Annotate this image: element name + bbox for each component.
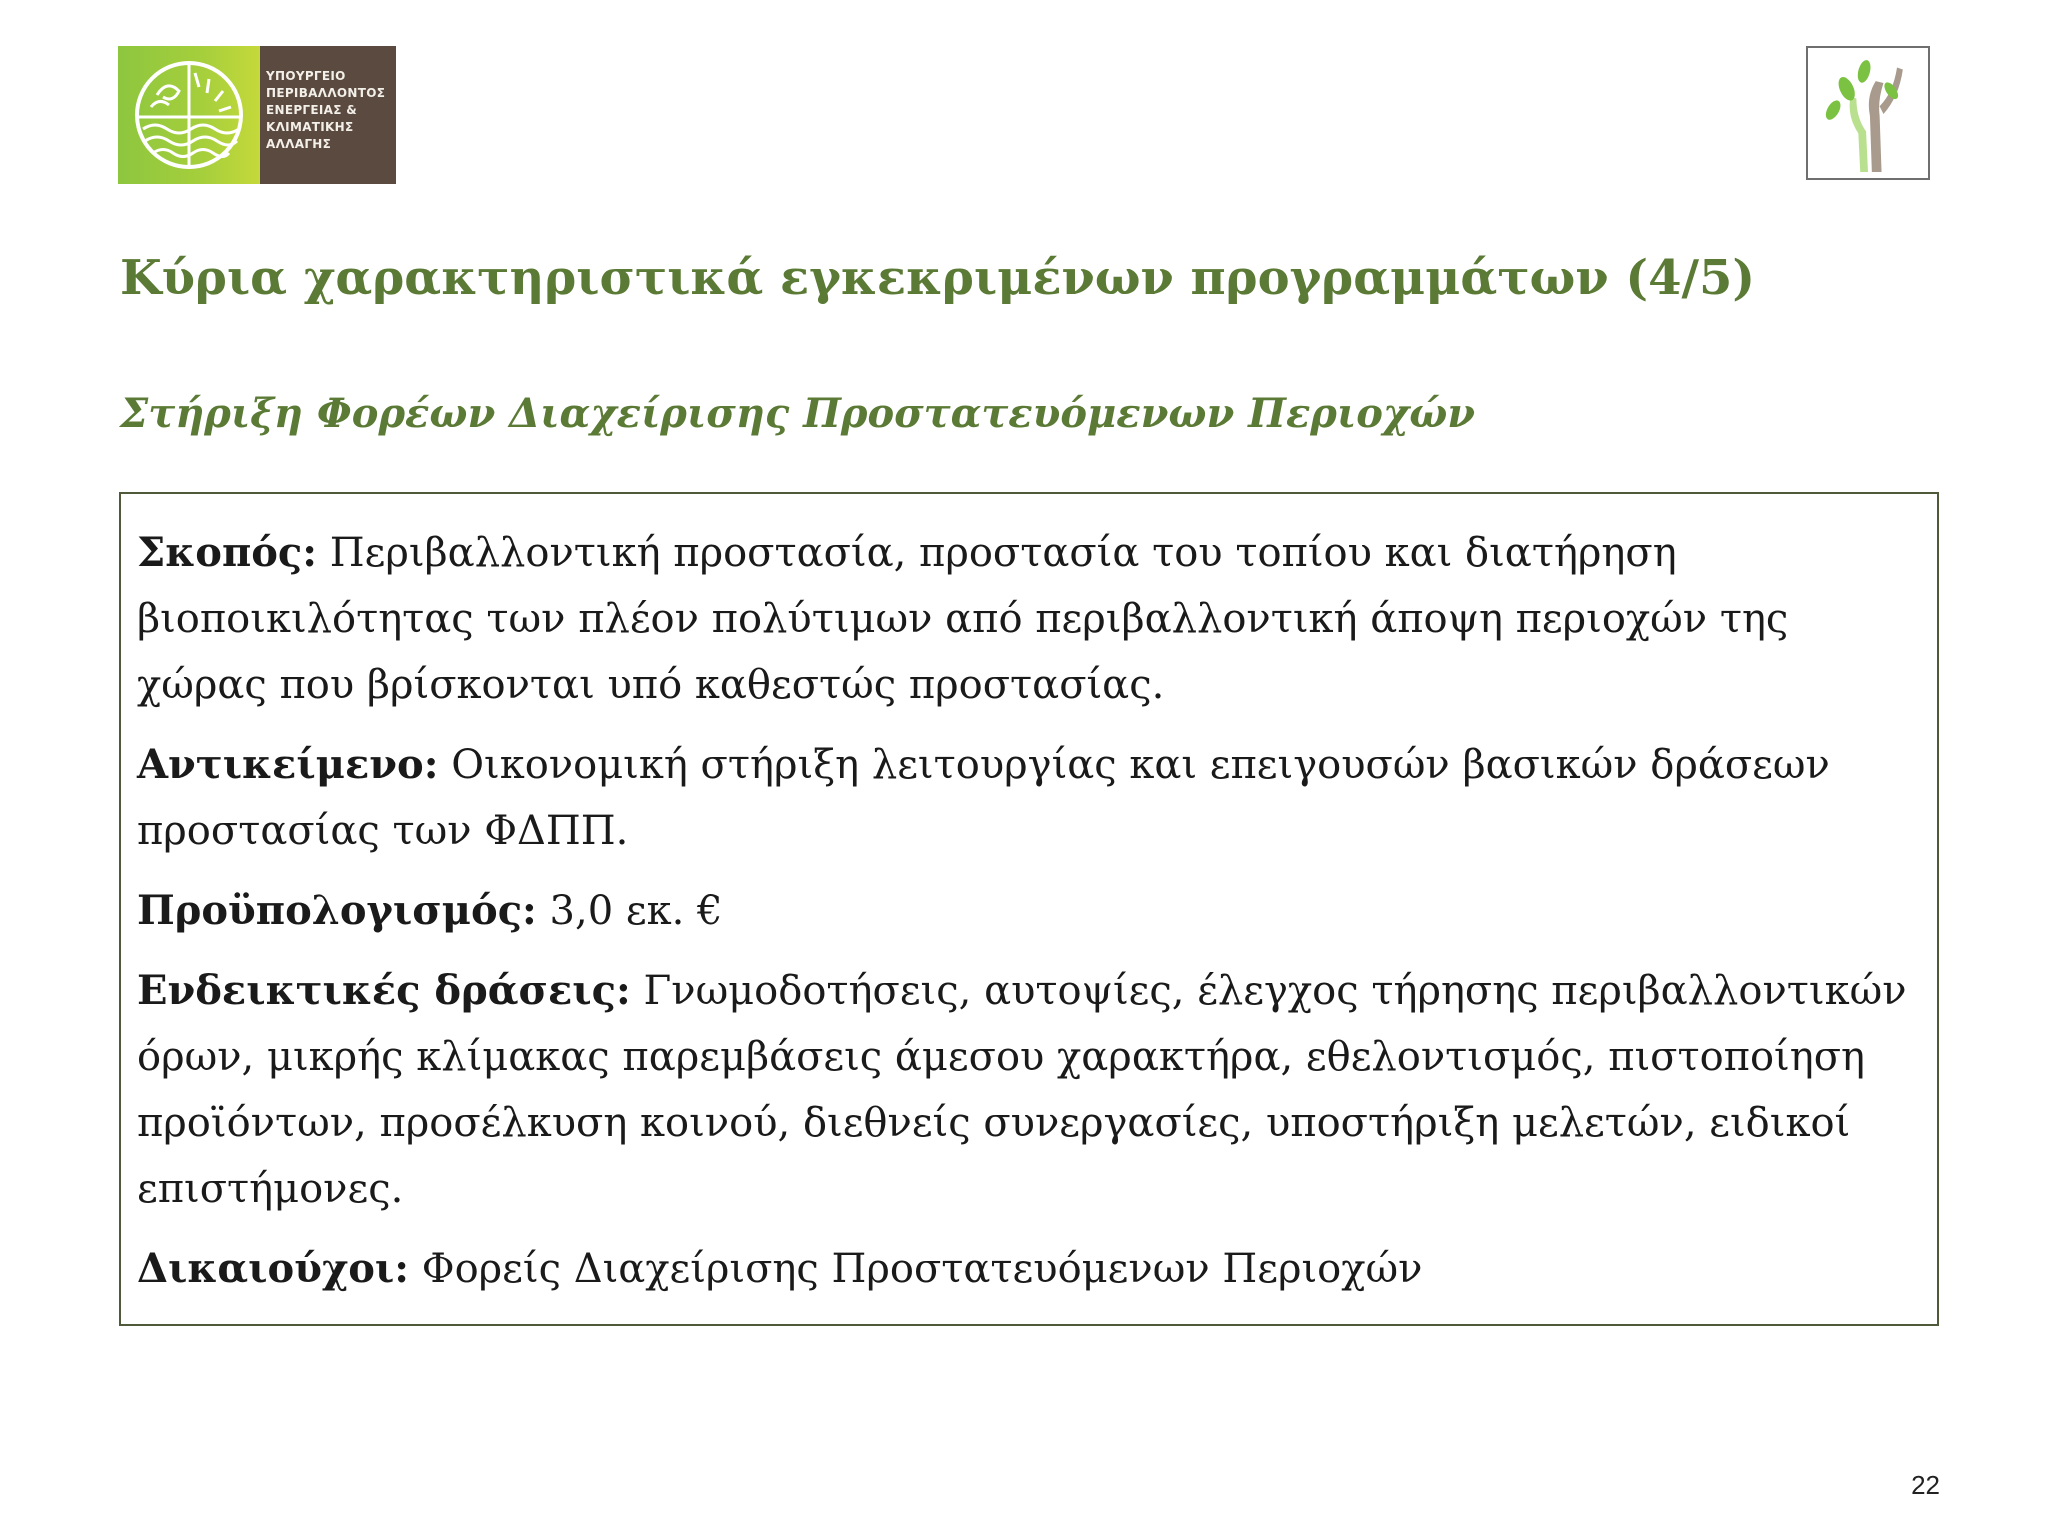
budget-paragraph [137, 878, 1921, 944]
page-title: Κύρια χαρακτηριστικά εγκεκριμένων προγραμμάτων (4/5) [120, 250, 1756, 306]
page-number: 22 [1911, 1470, 1940, 1500]
actions-paragraph [137, 958, 1921, 1222]
ministry-wordmark-line: ΠΕΡΙΒΑΛΛΟΝΤΟΣ [266, 86, 386, 100]
ministry-wordmark [260, 46, 396, 184]
object-label: Αντικείμενο: [137, 741, 439, 788]
ministry-wordmark-line: ΥΠΟΥΡΓΕΙΟ [266, 69, 346, 83]
budget-label: Προϋπολογισμός: [137, 887, 537, 934]
purpose-text: Περιβαλλοντική προστασία, προστασία του τοπίου και διατήρηση βιοποικιλότητας των πλέον πολύτιμων από περιβαλλοντική άποψη περιοχών της χώρας που βρίσκονται υπό καθεστώς προστασίας. [137, 530, 1789, 708]
tree-logo-icon [1806, 46, 1930, 180]
ministry-emblem-icon [118, 46, 260, 184]
object-paragraph [137, 732, 1921, 864]
ministry-wordmark-line: ΕΝΕΡΓΕΙΑΣ & [266, 103, 357, 117]
beneficiaries-text: Φορείς Διαχείρισης Προστατευόμενων Περιοχών [409, 1246, 1423, 1292]
ministry-wordmark-line: ΑΛΛΑΓΗΣ [266, 137, 332, 151]
budget-text: 3,0 εκ. € [536, 888, 723, 934]
page-subtitle: Στήριξη Φορέων Διαχείρισης Προστατευόμενων Περιοχών [120, 390, 1476, 437]
purpose-label: Σκοπός: [137, 529, 318, 576]
object-text: Οικονομική στήριξη λειτουργίας και επειγουσών βασικών δράσεων προστασίας των ΦΔΠΠ. [137, 742, 1830, 854]
beneficiaries-label: Δικαιούχοι: [137, 1245, 410, 1292]
actions-text: Γνωμοδοτήσεις, αυτοψίες, έλεγχος τήρησης περιβαλλοντικών όρων, μικρής κλίμακας παρεμβάσεις άμεσου χαρακτήρα, εθελοντισμός, πιστοποίηση προϊόντων, προσέλκυση κοινού, διεθνείς συνεργασίες, υποστήριξη μελετών, ειδικοί επιστήμονες. [137, 968, 1907, 1212]
purpose-paragraph [137, 520, 1921, 718]
ministry-logo [118, 46, 396, 184]
ministry-wordmark-line: ΚΛΙΜΑΤΙΚΗΣ [266, 120, 354, 134]
actions-label: Ενδεικτικές δράσεις: [137, 967, 631, 1014]
program-details-box [119, 492, 1939, 1326]
beneficiaries-paragraph [137, 1236, 1921, 1302]
